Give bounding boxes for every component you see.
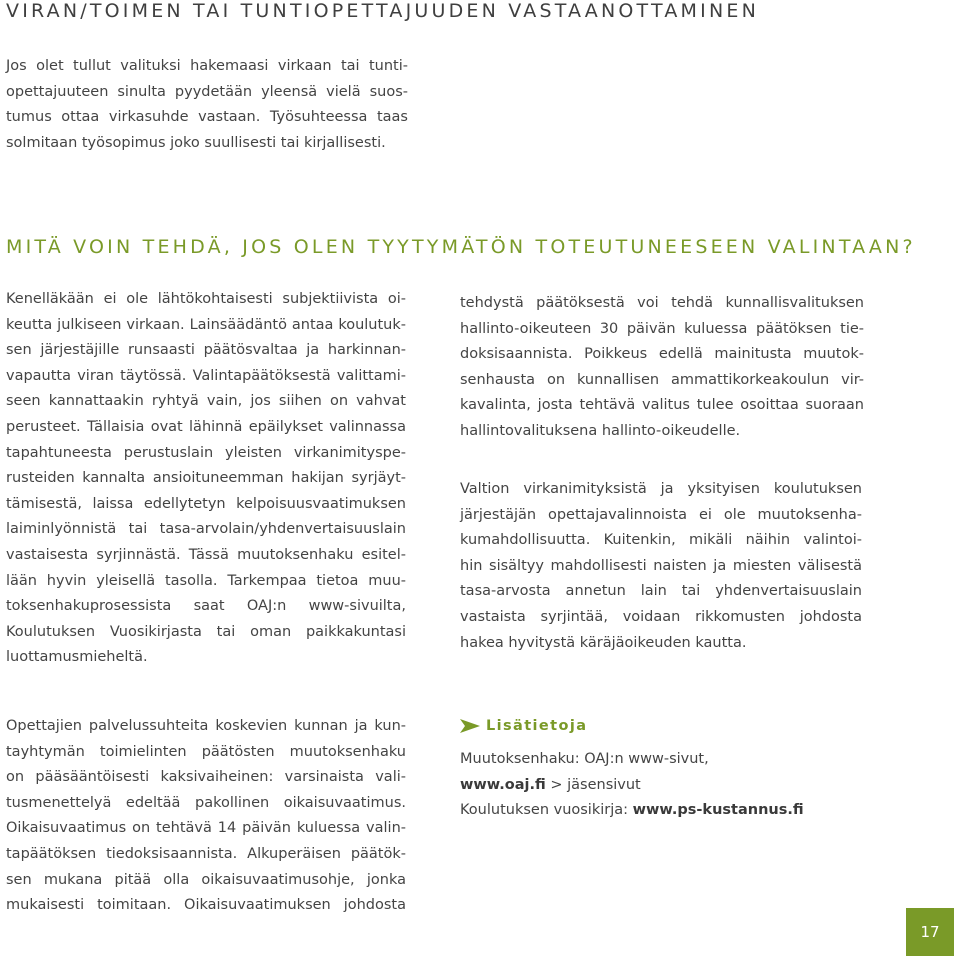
text-line: tusmenettelyä edeltää pakollinen oikaisuvaatimus. [6, 794, 406, 811]
text-line: Kenelläkään ei ole lähtökohtaisesti subjektiivista oi- [6, 291, 406, 307]
text-line: opettajuuteen sinulta pyydetään yleensä vielä suos- [6, 83, 408, 100]
text-line: Opettajien palvelussuhteita koskevien kunnan ja kun- [6, 718, 406, 734]
info-line-yearbook [460, 798, 880, 824]
text-line: seen kannattaakin ryhtyä vain, jos siihen on vahvat [6, 393, 406, 410]
right-column-paragraph-1 [460, 291, 864, 445]
info-line-oaj [460, 773, 880, 799]
right-column-paragraph-2 [460, 477, 862, 656]
text-line: tämisestä, laissa edellytetyn kelpoisuusvaatimuksen [6, 495, 406, 512]
info-box [460, 714, 880, 824]
left-column-paragraph-2 [6, 714, 406, 919]
text-line: hallintovalituksena hallinto-oikeudelle. [460, 422, 741, 439]
intro-paragraph [6, 54, 408, 156]
text-line: vastaista syrjintää, voidaan rikkomusten johdosta [460, 608, 862, 625]
text-line: sen järjestäjille runsaasti päätösvaltaa ja harkinnan- [6, 342, 406, 359]
left-column-paragraph-1 [6, 287, 406, 671]
text-line: solmitaan työsopimus joko suullisesti tai kirjallisesti. [6, 134, 386, 151]
text-line: perusteet. Tällaisia ovat lähinnä epäilykset valinnassa [6, 418, 406, 435]
section-heading-acceptance: VIRAN/TOIMEN TAI TUNTIOPETTAJUUDEN VASTAANOTTAMINEN [6, 0, 759, 22]
text-line: senhausta on kunnallisen ammattikorkeakoulun vir- [460, 371, 864, 388]
text-line: keutta julkiseen virkaan. Lainsäädäntö antaa koulutuk- [6, 316, 406, 333]
text-line: vastaisesta syrjinnästä. Tässä muutoksenhaku esitel- [6, 546, 406, 563]
text-line: hallinto-oikeuteen 30 päivän kuluessa päätöksen tie- [460, 320, 864, 337]
text-line: lään hyvin yleisellä tasolla. Tarkempaa tietoa muu- [6, 572, 406, 589]
text-line: luottamusmieheltä. [6, 649, 148, 666]
info-line-yearbook-label: Koulutuksen vuosikirja: [460, 802, 633, 819]
text-line: järjestäjän opettajavalinnoista ei ole muutoksenha- [460, 506, 862, 523]
text-line: tapäätöksen tiedoksisaannista. Alkuperäisen päätök- [6, 845, 406, 862]
page-number-badge [906, 908, 954, 956]
info-title [460, 714, 880, 738]
text-line: laiminlyönnistä tai tasa-arvolain/yhdenvertaisuuslain [6, 521, 406, 538]
text-line: Koulutuksen Vuosikirjasta tai oman paikkakuntasi [6, 623, 406, 640]
text-line: Valtion virkanimityksistä ja yksityisen koulutuksen [460, 481, 862, 497]
text-line: kavalinta, josta tehtävä valitus tulee osoittaa suoraan [460, 397, 864, 414]
text-line: tapahtuneesta perustuslain yleisten virkanimityspe- [6, 444, 406, 461]
text-line: on pääsääntöisesti kaksivaiheinen: varsinaista vali- [6, 769, 406, 786]
info-lines [460, 747, 880, 824]
ps-kustannus-link[interactable]: www.ps-kustannus.fi [632, 802, 804, 819]
text-line: doksisaannista. Poikkeus edellä mainitusta muutok- [460, 346, 864, 363]
text-line: tayhtymän toimielinten päätösten muutoksenhaku [6, 743, 406, 760]
text-line: Oikaisuvaatimus on tehtävä 14 päivän kuluessa valin- [6, 820, 406, 837]
text-line: vapautta viran täytössä. Valintapäätöksestä valittami- [6, 367, 406, 384]
text-line: tumus ottaa virkasuhde vastaan. Työsuhteessa taas [6, 109, 408, 126]
oaj-link[interactable]: www.oaj.fi [460, 776, 546, 793]
info-title-text: Lisätietoja [486, 718, 588, 734]
page-number: 17 [920, 923, 940, 941]
text-line: hakea hyvitystä käräjäoikeuden kautta. [460, 634, 747, 651]
section-heading-appeal: MITÄ VOIN TEHDÄ, JOS OLEN TYYTYMÄTÖN TOTEUTUNEESEEN VALINTAAN? [6, 236, 916, 258]
text-line: kumahdollisuutta. Kuitenkin, mikäli näihin valintoi- [460, 532, 862, 549]
text-line: Jos olet tullut valituksi hakemaasi virkaan tai tunti- [6, 58, 408, 74]
text-line: tehdystä päätöksestä voi tehdä kunnallisvalituksen [460, 295, 864, 311]
info-line-oaj-rest: > jäsensivut [545, 776, 641, 793]
arrow-icon [460, 719, 480, 733]
text-line: hin sisältyy mahdollisesti naisten ja miesten välisestä [460, 557, 862, 574]
text-line: tasa-arvosta annetun lain tai yhdenvertaisuuslain [460, 583, 862, 600]
text-line: toksenhakuprosessista saat OAJ:n www-sivuilta, [6, 598, 406, 615]
text-line: mukaisesti toimitaan. Oikaisuvaatimuksen johdosta [6, 897, 406, 914]
text-line: rusteiden kannalta ansioituneemman hakijan syrjäyt- [6, 470, 406, 487]
info-line-appeal: Muutoksenhaku: OAJ:n www-sivut, [460, 751, 709, 767]
text-line: sen mukana pitää olla oikaisuvaatimusohje, jonka [6, 871, 406, 888]
